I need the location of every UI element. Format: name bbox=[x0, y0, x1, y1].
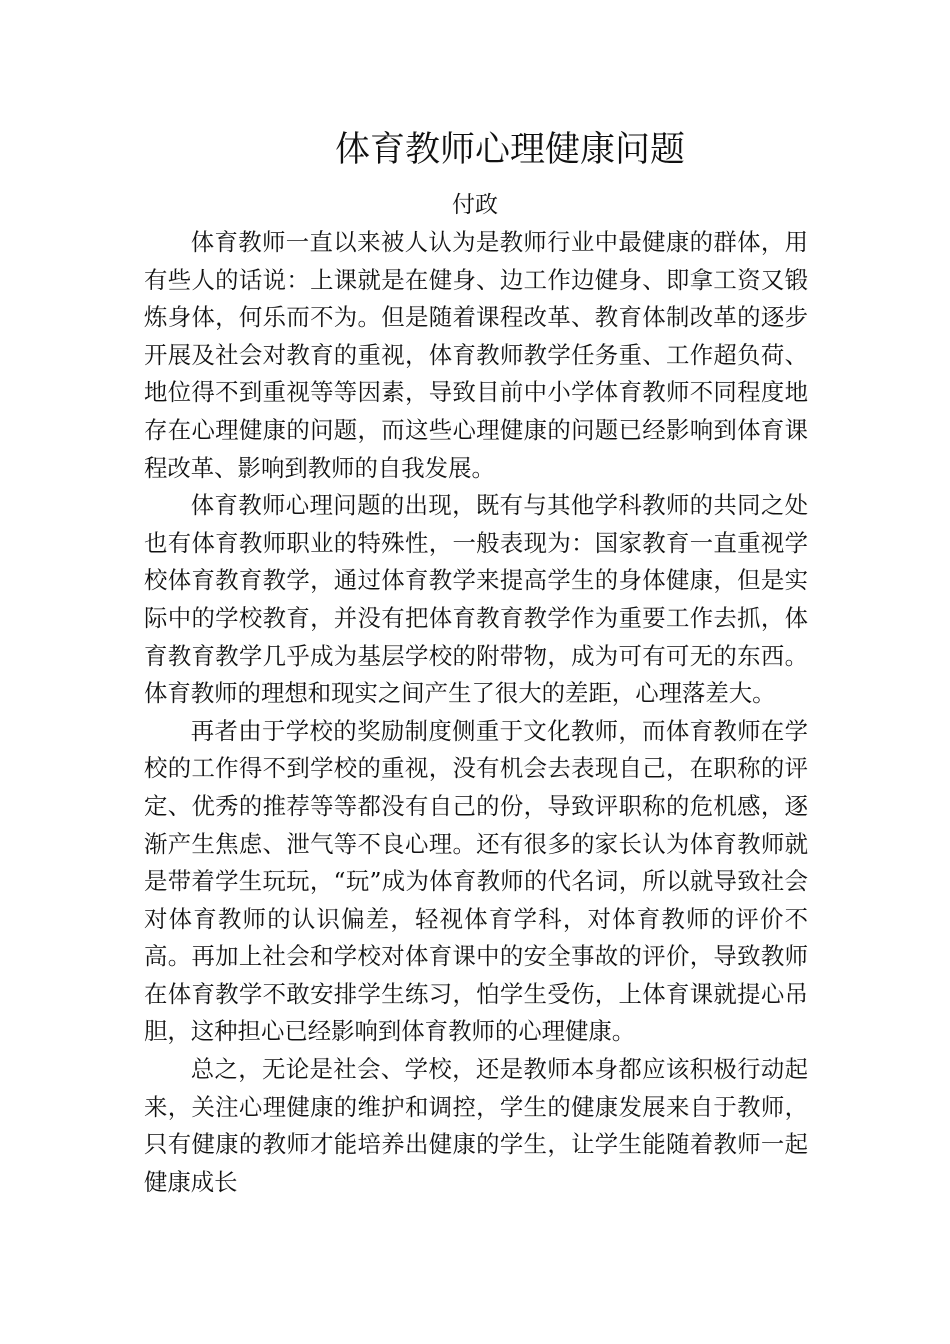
paragraph-1: 体育教师一直以来被人认为是教师行业中最健康的群体，用有些人的话说：上课就是在健身、边工作边健身、即拿工资又锻炼身体，何乐而不为。但是随着课程改革、教育体制改革的逐步开展及社会对教育的重视，体育教师教学任务重、工作超负荷、地位得不到重视等等因素，导致目前中小学体育教师不同程度地存在心理健康的问题，而这些心理健康的问题已经影响到体育课程改革、影响到教师的自我发展。 bbox=[144, 228, 808, 482]
document-title: 体育教师心理健康问题 bbox=[334, 130, 685, 170]
paragraph-4: 总之，无论是社会、学校，还是教师本身都应该积极行动起来，关注心理健康的维护和调控，学生的健康发展来自于教师，只有健康的教师才能培养出健康的学生，让学生能随着教师一起健康成长 bbox=[144, 1055, 808, 1196]
paragraph-2: 体育教师心理问题的出现，既有与其他学科教师的共同之处也有体育教师职业的特殊性，一般表现为：国家教育一直重视学校体育教育教学，通过体育教学来提高学生的身体健康，但是实际中的学校教育，并没有把体育教育教学作为重要工作去抓，体育教育教学几乎成为基层学校的附带物，成为可有可无的东西。体育教师的理想和现实之间产生了很大的差距，心理落差大。 bbox=[144, 491, 808, 708]
document-body bbox=[144, 224, 808, 1201]
paragraph-3: 再者由于学校的奖励制度侧重于文化教师，而体育教师在学校的工作得不到学校的重视，没有机会去表现自己，在职称的评定、优秀的推荐等等都没有自己的份，导致评职称的危机感，逐渐产生焦虑、泄气等不良心理。还有很多的家长认为体育教师就是带着学生玩玩，“玩”成为体育教师的代名词，所以就导致社会对体育教师的认识偏差，轻视体育学科，对体育教师的评价不高。再加上社会和学校对体育课中的安全事故的评价，导致教师在体育教学不敢安排学生练习，怕学生受伤，上体育课就提心吊胆，这种担心已经影响到体育教师的心理健康。 bbox=[144, 716, 808, 1046]
document-author: 付政 bbox=[452, 192, 498, 218]
